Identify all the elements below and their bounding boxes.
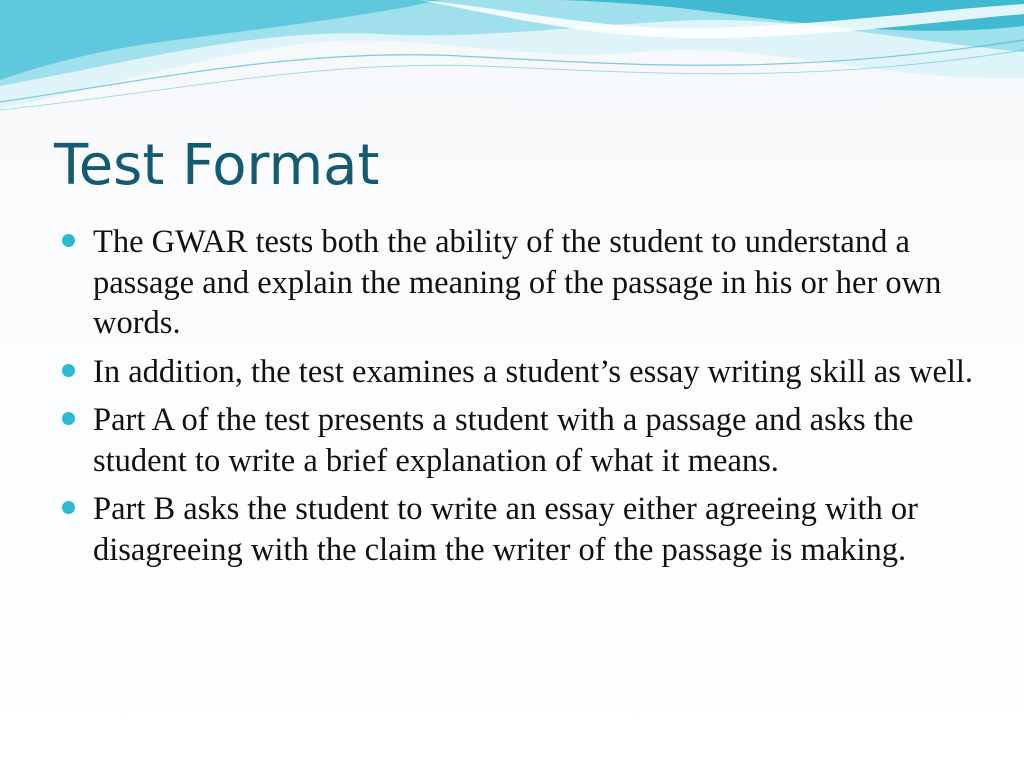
bullet-marker-icon: [62, 412, 75, 425]
bullet-list: [62, 222, 982, 578]
bullet-text: Part B asks the student to write an essay either agreeing with or disagreeing with the claim the writer of the passage is making.: [93, 491, 918, 568]
header-wave-decoration: [0, 0, 1024, 120]
bullet-item: [62, 222, 982, 344]
bullet-marker-icon: [62, 501, 75, 514]
bullet-marker-icon: [62, 234, 75, 247]
bullet-text: In addition, the test examines a student’s essay writing skill as well.: [93, 353, 974, 390]
bullet-text: Part A of the test presents a student with a passage and asks the student to write a brief explanation of what it means.: [93, 402, 914, 479]
bullet-item: [62, 400, 982, 481]
bullet-text: The GWAR tests both the ability of the student to understand a passage and explain the meaning of the passage in his or her own words.: [93, 224, 942, 341]
bullet-item: [62, 352, 982, 393]
bullet-marker-icon: [62, 364, 75, 377]
slide-title: Test Format: [54, 133, 380, 198]
bullet-item: [62, 489, 982, 570]
